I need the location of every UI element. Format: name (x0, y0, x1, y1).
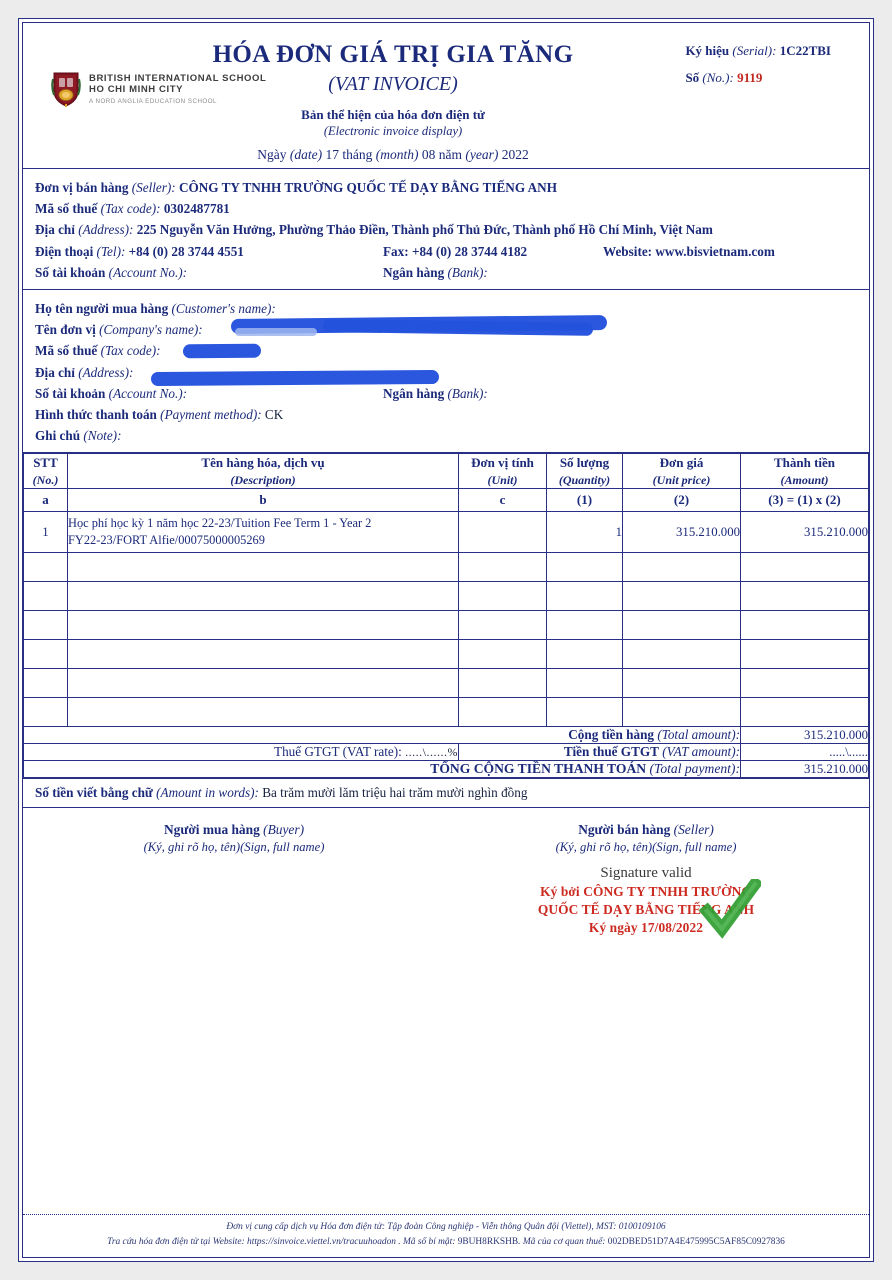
blank-cell (623, 698, 741, 727)
seller-taxcode-label-vn: Mã số thuế (35, 201, 98, 217)
row-quantity: 1 (547, 512, 623, 553)
invoice-no-label-en: (No.): (702, 70, 734, 86)
blank-cell (24, 640, 68, 669)
blank-cell (623, 669, 741, 698)
buyer-bank-group (383, 387, 488, 400)
header-no-en: (No.) (32, 472, 59, 487)
code-1: (1) (547, 489, 623, 512)
blank-cell (459, 669, 547, 698)
subtotal-value: 315.210.000 (741, 727, 869, 744)
buyer-taxcode-label-en: (Tax code): (100, 343, 161, 359)
digital-signature-stamp (441, 865, 851, 951)
logo-line-1: BRITISH INTERNATIONAL SCHOOL (89, 73, 267, 85)
blank-cell (459, 640, 547, 669)
signature-valid-text: Signature valid (600, 865, 692, 882)
code-3: (3) = (1) x (2) (741, 489, 869, 512)
header-description-vn: Tên hàng hóa, dịch vụ (201, 455, 325, 471)
serial-block (685, 37, 831, 92)
buyer-payment-label-vn: Hình thức thanh toán (35, 407, 157, 423)
seller-signature-title (441, 822, 851, 838)
year-label-en: (year) (465, 147, 499, 162)
date-label-vn: Ngày (257, 147, 287, 162)
header-description-en: (Description) (230, 472, 296, 487)
seller-tel-value: +84 (0) 28 3744 4551 (128, 243, 244, 259)
seller-name-row (23, 177, 869, 198)
buyer-address-row (23, 362, 869, 383)
vat-amount-label-en: (VAT amount): (662, 744, 740, 760)
amount-in-words-label-vn: Số tiền viết bằng chữ (35, 785, 153, 801)
total-label (24, 761, 741, 778)
blank-cell (24, 611, 68, 640)
blank-cell (459, 582, 547, 611)
subtotal-label-en: (Total amount): (657, 727, 740, 743)
vat-amount-label (459, 744, 741, 761)
buyer-account-row (23, 383, 869, 404)
blank-cell (459, 611, 547, 640)
footer-lookup-text: Tra cứu hóa đơn điện tử tại Website: https://sinvoice.viettel.vn/tracuuhoadon . Mã số bí mật: (107, 1237, 458, 1248)
seller-address-label-en: (Address): (78, 222, 134, 238)
year-label-vn: năm (438, 147, 462, 162)
table-row-blank (24, 582, 869, 611)
blank-cell (547, 582, 623, 611)
footer-line-2 (33, 1235, 859, 1251)
buyer-payment-label-en: (Payment method): (160, 407, 262, 423)
buyer-note-label-vn: Ghi chú (35, 428, 81, 444)
buyer-bank-label-vn: Ngân hàng (383, 385, 445, 401)
vat-rate-cell (24, 744, 459, 761)
buyer-note-row (23, 425, 869, 446)
redaction-address (151, 370, 439, 386)
blank-cell (68, 582, 459, 611)
subtotal-label (24, 727, 741, 744)
row-description-line2: FY22-23/FORT Alfie/00075000005269 (68, 533, 265, 548)
blank-cell (547, 640, 623, 669)
amount-in-words-label-en: (Amount in words): (156, 785, 259, 801)
table-row-blank (24, 698, 869, 727)
invoice-number-row (685, 64, 831, 91)
seller-signature-title-en: (Seller) (673, 822, 714, 838)
invoice-header (23, 23, 869, 169)
amount-in-words-value: Ba trăm mười lăm triệu hai trăm mười nghìn đồng (262, 785, 528, 801)
blank-cell (623, 611, 741, 640)
seller-account-row (23, 262, 869, 283)
buyer-section (23, 290, 869, 453)
signature-details (441, 883, 851, 936)
serial-row (685, 37, 831, 64)
invoice-footer (23, 1214, 869, 1257)
crest-icon (51, 71, 81, 107)
table-row-blank (24, 669, 869, 698)
seller-address-row (23, 219, 869, 240)
code-2: (2) (623, 489, 741, 512)
buyer-address-label-vn: Địa chỉ (35, 364, 75, 380)
blank-cell (547, 698, 623, 727)
invoice-no-value: 9119 (737, 70, 763, 86)
buyer-account-label-en: (Account No.): (108, 385, 188, 401)
buyer-bank-label-en: (Bank): (447, 385, 488, 401)
row-description (68, 512, 459, 553)
vat-row (24, 744, 869, 761)
row-description-line1: Học phí học kỳ 1 năm học 22-23/Tuition Fee Term 1 - Year 2 (68, 516, 372, 531)
row-unit (459, 512, 547, 553)
invoice-title-en: (VAT INVOICE) (328, 73, 458, 95)
seller-name-value: CÔNG TY TNHH TRƯỜNG QUỐC TẾ DẠY BẰNG TIẾNG ANH (178, 180, 557, 195)
blank-cell (459, 698, 547, 727)
blank-cell (459, 553, 547, 582)
header-amount-en: (Amount) (780, 472, 829, 487)
blank-cell (623, 553, 741, 582)
blank-cell (68, 553, 459, 582)
blank-cell (741, 669, 869, 698)
buyer-signature-title-en: (Buyer) (263, 822, 305, 838)
seller-taxcode-row (23, 198, 869, 219)
seller-account-label-en: (Account No.): (108, 264, 188, 280)
subtotal-label-vn: Cộng tiền hàng (568, 727, 655, 743)
serial-label-en: (Serial): (732, 43, 777, 58)
blank-cell (68, 640, 459, 669)
blank-cell (741, 698, 869, 727)
vat-rate-label-en: (VAT rate): (342, 744, 402, 760)
buyer-note-label-en: (Note): (83, 428, 122, 444)
total-label-en: (Total payment): (649, 761, 740, 777)
header-unit (459, 454, 547, 489)
header-quantity-en: (Quantity) (558, 472, 611, 487)
buyer-signature-title (29, 822, 439, 838)
blank-cell (547, 669, 623, 698)
seller-tel-label-vn: Điện thoại (35, 243, 94, 259)
header-quantity-vn: Số lượng (559, 455, 610, 471)
seller-name-label-vn: Đơn vị bán hàng (35, 180, 129, 195)
header-unit-price-vn: Đơn giá (659, 455, 704, 471)
month-label-en: (month) (375, 147, 419, 162)
table-row-blank (24, 640, 869, 669)
seller-signature-sub: (Ký, ghi rõ họ, tên)(Sign, full name) (555, 840, 737, 855)
table-row (24, 512, 869, 553)
date-month: 08 (421, 147, 436, 162)
seller-contact-row (23, 241, 869, 262)
footer-line-1: Đơn vị cung cấp dịch vụ Hóa đơn điện tử: Tập đoàn Công nghiệp - Viễn thông Quân đội (Viettel), MST: 0100109106 (226, 1221, 666, 1232)
redaction-company-name-faint (235, 328, 317, 336)
blank-cell (741, 611, 869, 640)
seller-website-value[interactable]: www.bisvietnam.com (655, 243, 775, 259)
total-row (24, 761, 869, 778)
green-checkmark-icon (699, 879, 761, 939)
vat-amount-label-vn: Tiền thuế GTGT (563, 744, 659, 760)
signed-by-line-2: QUỐC TẾ DẠY BẰNG TIẾNG ANH (537, 901, 755, 917)
logo-line-3: A NORD ANGLIA EDUCATION SCHOOL (89, 97, 218, 105)
blank-cell (741, 553, 869, 582)
blank-cell (68, 698, 459, 727)
header-description (68, 454, 459, 489)
header-no (24, 454, 68, 489)
seller-fax-group (383, 245, 527, 258)
row-no: 1 (24, 512, 68, 553)
vat-rate-label-vn: Thuế GTGT (274, 744, 340, 760)
blank-cell (24, 582, 68, 611)
buyer-signature-block (29, 822, 439, 855)
buyer-company-label-en: (Company's name): (99, 322, 203, 338)
blank-cell (68, 611, 459, 640)
header-amount-vn: Thành tiền (773, 455, 836, 471)
header-unit-vn: Đơn vị tính (471, 455, 534, 471)
code-a: a (24, 489, 68, 512)
signed-by-line-1: Ký bởi CÔNG TY TNHH TRƯỜNG (540, 884, 752, 900)
buyer-address-label-en: (Address): (78, 364, 134, 380)
seller-account-label-vn: Số tài khoản (35, 264, 106, 280)
seller-bank-group (383, 266, 488, 279)
footer-taxauthority-text: . Mã của cơ quan thuế: (518, 1237, 608, 1248)
row-unit-price: 315.210.000 (623, 512, 741, 553)
blank-cell (547, 553, 623, 582)
blank-cell (623, 582, 741, 611)
total-label-vn: TỔNG CỘNG TIỀN THANH TOÁN (430, 761, 647, 777)
seller-section (23, 169, 869, 290)
buyer-taxcode-label-vn: Mã số thuế (35, 343, 98, 359)
buyer-payment-row (23, 404, 869, 425)
seller-signature-block (441, 822, 851, 951)
seller-address-label-vn: Địa chỉ (35, 222, 75, 238)
buyer-signature-title-vn: Người mua hàng (163, 822, 260, 838)
serial-value: 1C22TBI (779, 43, 831, 58)
vat-amount-value: .....\...... (741, 744, 869, 761)
seller-website-label: Website: (603, 243, 653, 259)
serial-label-vn: Ký hiệu (685, 43, 730, 58)
seller-website-group (603, 245, 775, 258)
redaction-tax-code (183, 344, 261, 359)
invoice-items-table (23, 453, 869, 778)
table-code-row (24, 489, 869, 512)
table-header-row (24, 454, 869, 489)
total-value: 315.210.000 (741, 761, 869, 778)
footer-taxauthority-code: 002DBED51D7A4E475995C5AF85C0927836 (607, 1237, 785, 1248)
buyer-taxcode-row (23, 340, 869, 361)
header-unit-en: (Unit) (487, 472, 518, 487)
seller-fax-value: +84 (0) 28 3744 4182 (411, 243, 528, 259)
date-label-en: (date) (289, 147, 323, 162)
seller-address-value: 225 Nguyễn Văn Hưởng, Phường Thảo Điền, Thành phố Thủ Đức, Thành phố Hồ Chí Minh, Việt Nam (136, 222, 713, 238)
blank-cell (547, 611, 623, 640)
invoice-date-line (183, 147, 603, 163)
blank-cell (623, 640, 741, 669)
invoice-no-label-vn: Số (685, 70, 700, 86)
seller-bank-label-vn: Ngân hàng (383, 264, 445, 280)
code-c: c (459, 489, 547, 512)
code-b: b (68, 489, 459, 512)
invoice-note-vn: Bản thể hiện của hóa đơn điện tử (301, 107, 485, 122)
blank-cell (68, 669, 459, 698)
header-amount (741, 454, 869, 489)
signature-area (23, 808, 869, 1160)
seller-fax-label: Fax: (383, 243, 409, 259)
seller-bank-label-en: (Bank): (447, 264, 488, 280)
date-year: 2022 (501, 147, 529, 162)
blank-cell (741, 640, 869, 669)
buyer-signature-sub: (Ký, ghi rõ họ, tên)(Sign, full name) (143, 840, 325, 855)
seller-tel-label-en: (Tel): (96, 243, 126, 259)
signed-date: Ký ngày 17/08/2022 (588, 919, 704, 935)
invoice-title-vn: HÓA ĐƠN GIÁ TRỊ GIA TĂNG (212, 41, 574, 68)
logo-line-2: HO CHI MINH CITY (89, 84, 184, 96)
amount-in-words-row (23, 778, 869, 808)
blank-cell (24, 698, 68, 727)
header-quantity (547, 454, 623, 489)
seller-name-label-en: (Seller): (131, 180, 176, 195)
table-row-blank (24, 553, 869, 582)
month-label-vn: tháng (342, 147, 373, 162)
buyer-account-label-vn: Số tài khoản (35, 385, 106, 401)
date-day: 17 (325, 147, 339, 162)
blank-cell (24, 669, 68, 698)
buyer-customer-label-en: (Customer's name): (171, 301, 276, 317)
invoice-page-inner (22, 22, 870, 1258)
blank-cell (24, 553, 68, 582)
buyer-company-label-vn: Tên đơn vị (35, 322, 96, 338)
invoice-page (18, 18, 874, 1262)
header-unit-price-en: (Unit price) (652, 472, 711, 487)
vat-rate-value: .....\......% (405, 745, 458, 760)
blank-cell (741, 582, 869, 611)
footer-secret-code: 9BUH8RKSHB (457, 1237, 519, 1248)
seller-taxcode-value: 0302487781 (163, 201, 230, 217)
buyer-payment-value: CK (264, 407, 284, 423)
header-unit-price (623, 454, 741, 489)
invoice-note-en: (Electronic invoice display) (323, 124, 463, 138)
buyer-customer-label-vn: Họ tên người mua hàng (35, 301, 169, 317)
row-amount: 315.210.000 (741, 512, 869, 553)
header-no-vn: STT (33, 455, 58, 471)
table-row-blank (24, 611, 869, 640)
seller-taxcode-label-en: (Tax code): (100, 201, 161, 217)
seller-signature-title-vn: Người bán hàng (578, 822, 671, 838)
subtotal-row (24, 727, 869, 744)
